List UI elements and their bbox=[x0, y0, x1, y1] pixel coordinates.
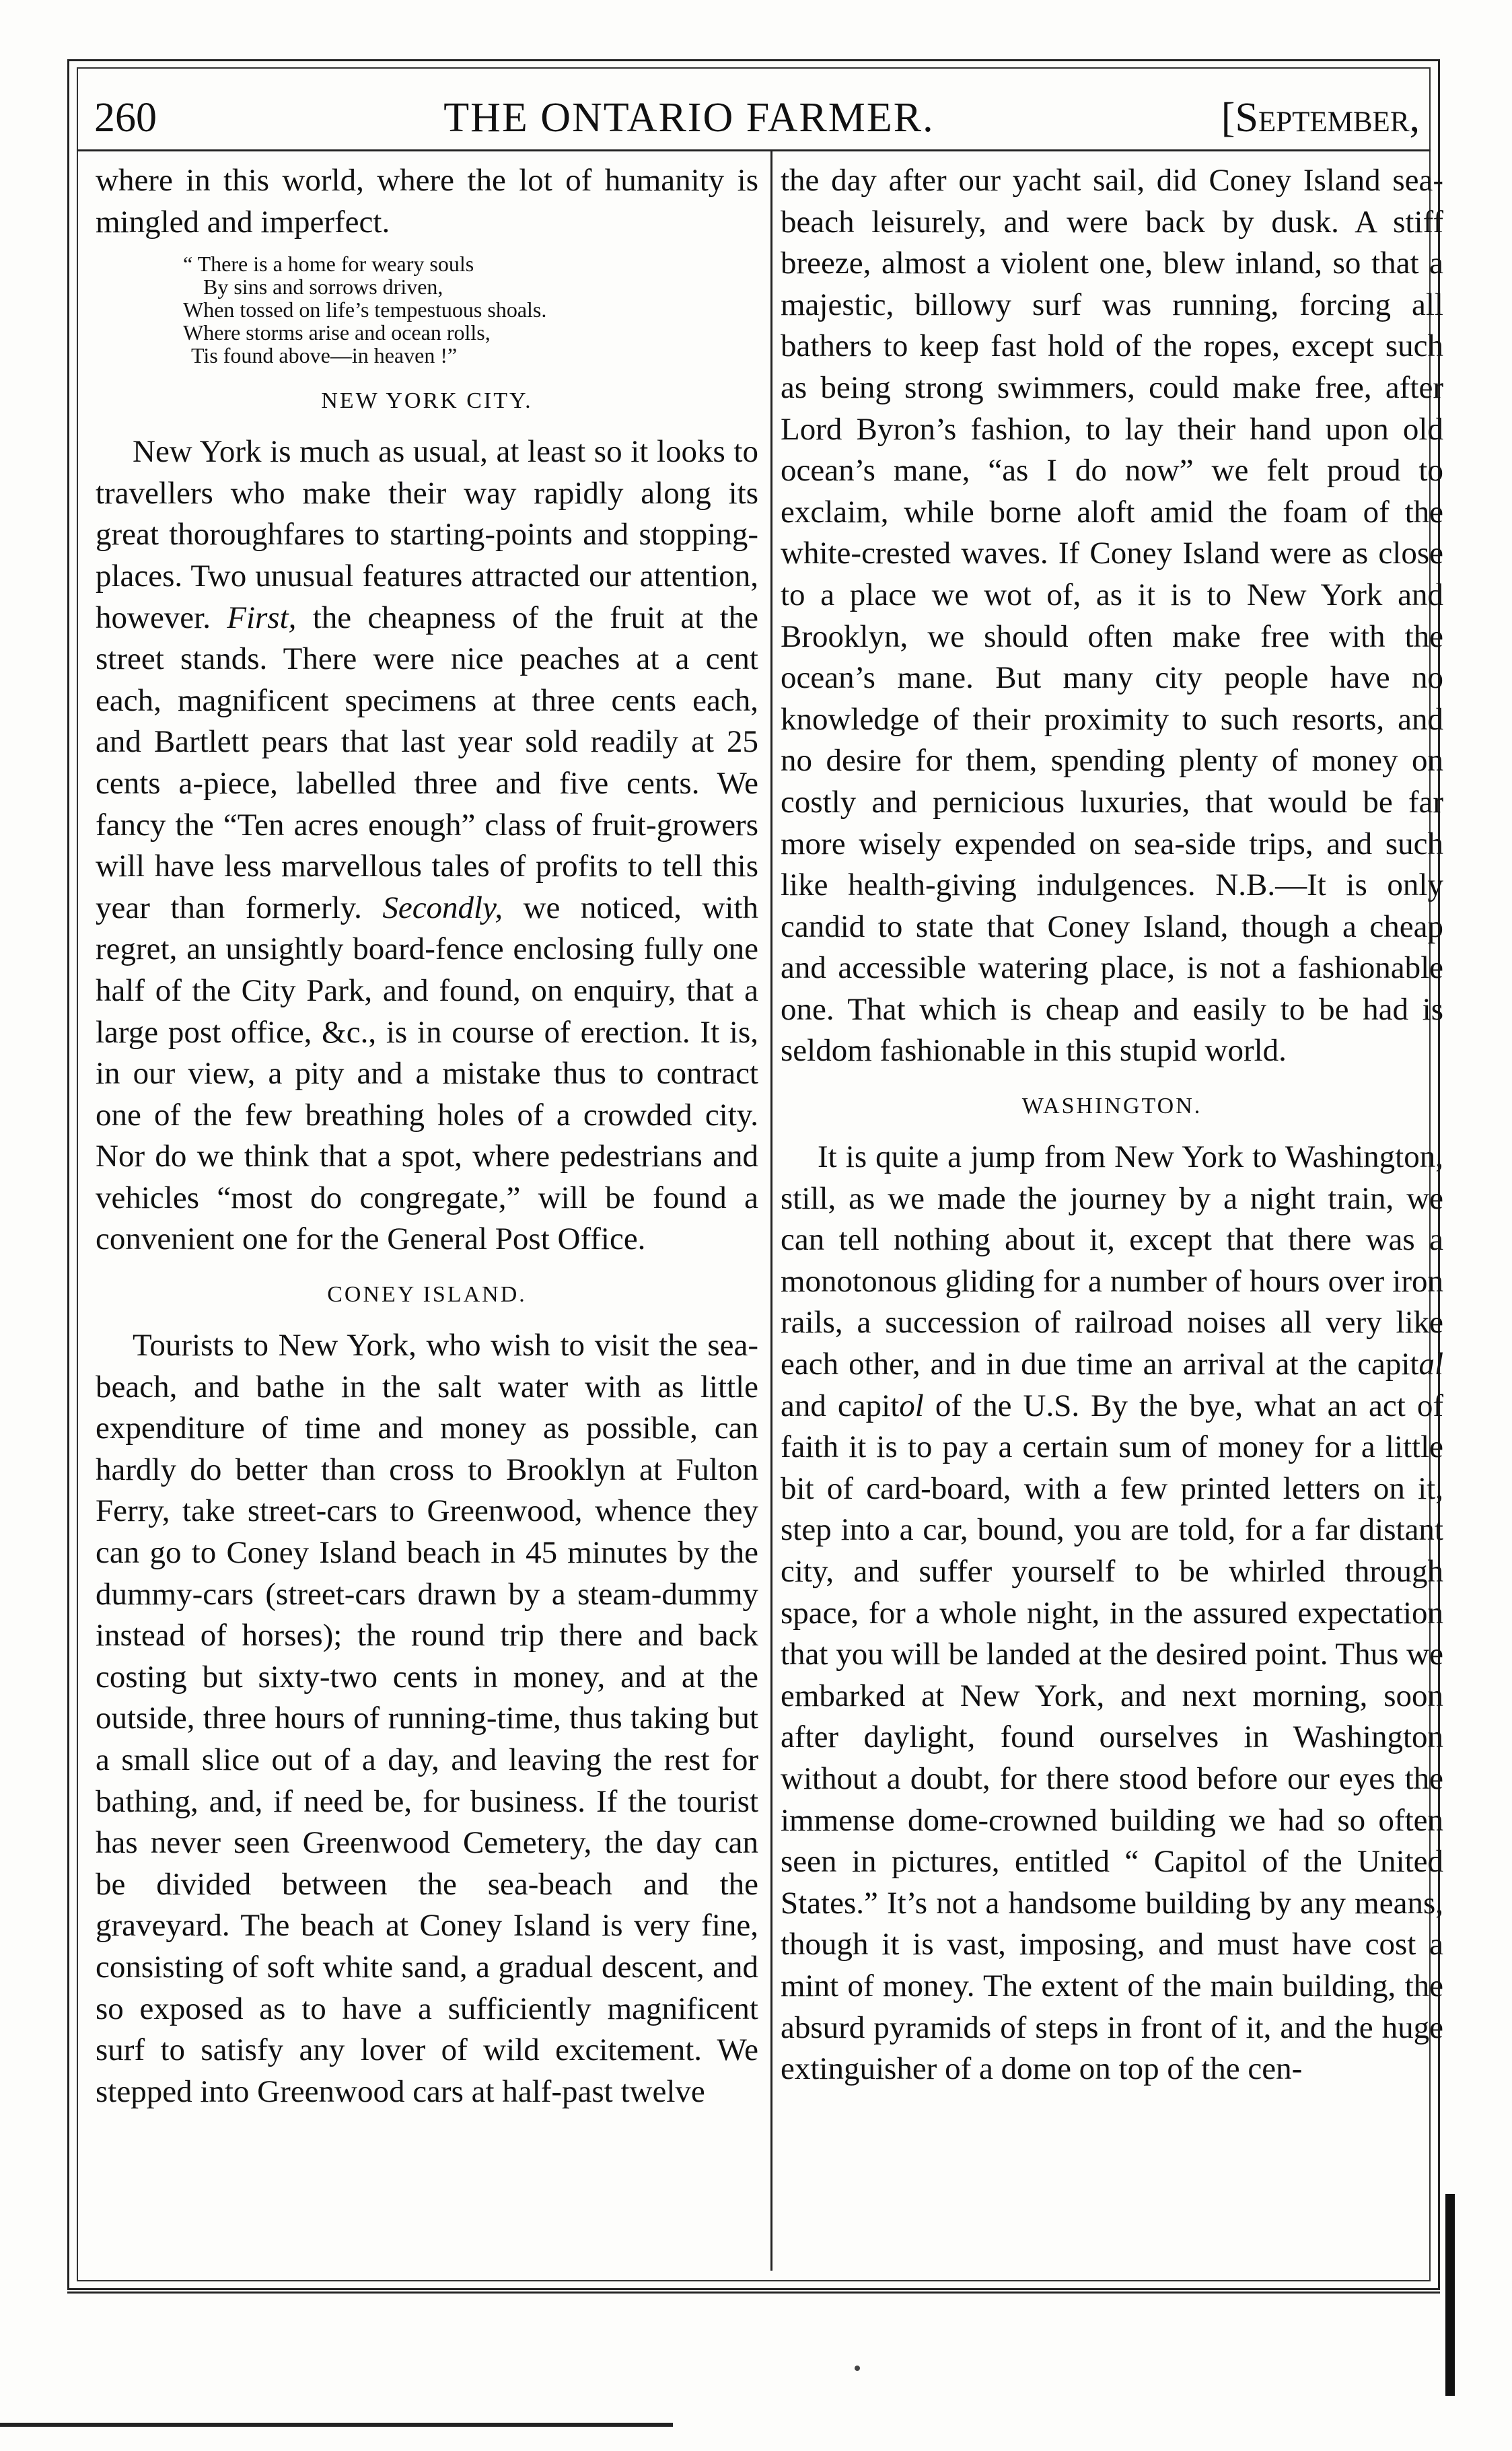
coney-island-paragraph: Tourists to New York, who wish to visit the sea-beach, and bathe in the salt water with as little expenditure of time and money as possible, can hardly do better than cross to Brooklyn at Fulton Ferry, take street-cars to Greenwood, whence they can go to Coney Island beach in 45 minutes by the dummy-cars (street-cars drawn by a steam-dummy instead of horses); the round trip there and back costing but sixty-two cents in money, and at the outside, three hours of running-time, thus taking but a small slice out of a day, and leaving the rest for bathing, and, if need be, for business. If the tourist has never seen Greenwood Cemetery, the day can be divided between the sea-beach and the graveyard. The beach at Coney Island is very fine, consisting of soft white sand, a gradual descent, and so exposed as to have a sufficiently magnificent surf to satisfy any lover of wild excitement. We stepped into Greenwood cars at half-past twelve bbox=[96, 1328, 758, 2109]
footer-rule bbox=[0, 2423, 673, 2427]
paragraph-text: New York is much as usual, at least so it looks to travellers who make their way rapidly along its great thoroughfares to starting-points and stopping-places. Two unusual features attracted our attention, however. bbox=[96, 434, 758, 635]
section-heading-new-york: NEW YORK CITY. bbox=[321, 388, 533, 414]
new-york-paragraph bbox=[96, 431, 758, 1260]
header-rule bbox=[77, 149, 1431, 151]
emphasis-al: al bbox=[1418, 1347, 1443, 1382]
poem-line: Where storms arise and ocean rolls, bbox=[183, 320, 491, 345]
paragraph-text: of the U.S. By the bye, what an act of faith it is to pay a certain sum of money for a little bit of card-board, with a few printed letters on it, step into a car, bound, you are told, for a far distant city, and suffer yourself to be whirled through space, for a whole night, in the assured expectation that you will be landed at the desired point. Thus we embarked at New York, and next morning, soon after daylight, found ourselves in Washington without a doubt, for there stood before our eyes the immense dome-crowned building we had so often seen in pictures, entitled “ Capitol of the United States.” It’s not a handsome building by any means, though it is vast, imposing, and must have cost a mint of money. The extent of the main building, the absurd pyramids of steps in front of it, and the huge extinguisher of a dome on top of the cen- bbox=[781, 1388, 1443, 2087]
column-divider bbox=[770, 151, 772, 2271]
poem-line: “ There is a home for weary souls bbox=[183, 252, 474, 277]
publication-title: THE ONTARIO FARMER. bbox=[443, 94, 935, 141]
issue-month: [September, bbox=[1221, 94, 1420, 141]
bottom-rule bbox=[67, 2292, 1440, 2294]
margin-ink-bar bbox=[1445, 2194, 1455, 2396]
washington-paragraph bbox=[781, 1137, 1443, 2090]
paragraph-text: and capit bbox=[781, 1388, 900, 1423]
section-heading-washington: WASHINGTON. bbox=[1021, 1094, 1202, 1119]
emphasis-secondly: Secondly, bbox=[382, 890, 503, 925]
paragraph-text: the cheapness of the fruit at the street stands. There were nice peaches at a cent each, magnificent specimens at three cents each, and Bartlett pears that last year sold readily at 25 cents a-piece, labelled three and five cents. We fancy the “Ten acres enough” class of fruit-growers will have less marvellous tales of profits to tell this year than formerly. bbox=[96, 600, 758, 925]
emphasis-first: First, bbox=[227, 600, 297, 635]
left-column bbox=[96, 160, 758, 2280]
intro-paragraph: where in this world, where the lot of humanity is mingled and imperfect. bbox=[96, 163, 758, 240]
page-header bbox=[94, 81, 1420, 155]
paragraph-text: It is quite a jump from New York to Washington, still, as we made the journey by a night train, we can tell nothing about it, except that there was a monotonous gliding for a number of hours over iron rails, a succession of railroad noises all very like each other, and in due time an arrival at the capit bbox=[781, 1139, 1443, 1382]
right-column bbox=[781, 160, 1443, 2280]
poem-line: By sins and sorrows driven, bbox=[203, 275, 443, 299]
emphasis-ol: ol bbox=[899, 1388, 924, 1423]
ink-speck bbox=[855, 2366, 860, 2371]
section-heading-coney-island: CONEY ISLAND. bbox=[327, 1282, 527, 1308]
poem-line: Tis found above—in heaven !” bbox=[191, 343, 458, 368]
poem-line: When tossed on life’s tempestuous shoals. bbox=[183, 297, 547, 322]
poem bbox=[183, 252, 758, 367]
page-number: 260 bbox=[94, 94, 157, 141]
continued-paragraph: the day after our yacht sail, did Coney Island sea-beach leisurely, and were back by dusk. A stiff breeze, almost a violent one, blew inland, so that a majestic, billowy surf was running, forcing all bathers to keep fast hold of the ropes, except such as being strong swimmers, could make free, after Lord Byron’s fashion, to lay their hand upon old ocean’s mane, “as I do now” we felt proud to exclaim, while borne aloft amid the foam of the white-crested waves. If Coney Island were as close to a place we wot of, as it is to New York and Brooklyn, we should often make free with the ocean’s mane. But many city people have no knowledge of their proximity to such resorts, and no desire for them, spending plenty of money on costly and pernicious luxuries, that would be far more wisely expended on sea-side trips, and such like health-giving indulgences. N.B.—It is only candid to state that Coney Island, though a cheap and accessible watering place, is not a fashionable one. That which is cheap and easily to be had is seldom fashionable in this stupid world. bbox=[781, 163, 1443, 1069]
paragraph-text: we noticed, with regret, an unsightly board-fence enclosing fully one half of the City Park, and found, on enquiry, that a large post office, &c., is in course of erection. It is, in our view, a pity and a mistake thus to contract one of the few breathing holes of a crowded city. Nor do we think that a spot, where pedestrians and vehicles “most do congregate,” will be found a convenient one for the General Post Office. bbox=[96, 890, 758, 1257]
